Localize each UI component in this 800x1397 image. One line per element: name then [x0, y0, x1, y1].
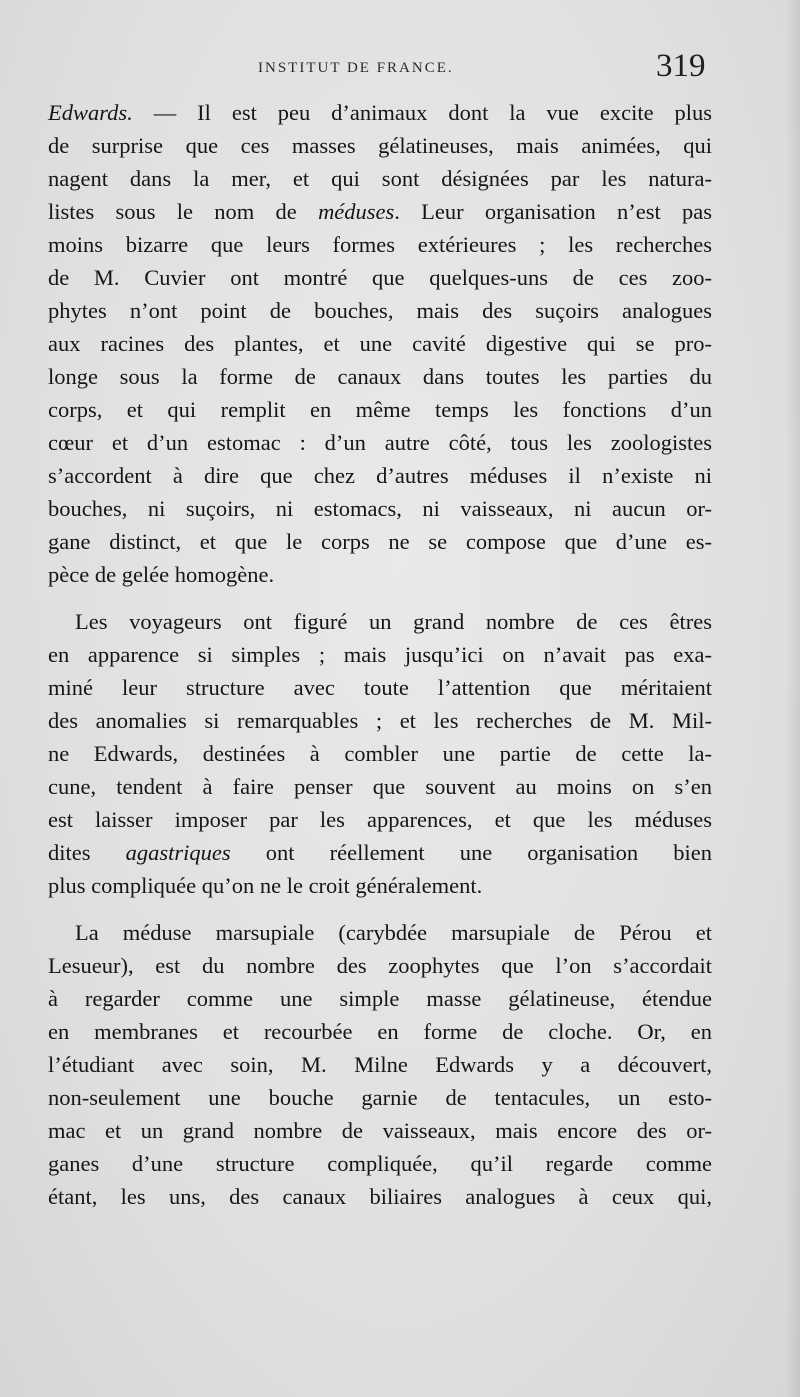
text-line — [48, 949, 712, 982]
text-run: en membranes et recourbée en forme de cloche. Or, en — [48, 1019, 712, 1044]
text-line — [48, 770, 712, 803]
text-line — [48, 393, 712, 426]
text-run: longe sous la forme de canaux dans toutes les parties du — [48, 364, 712, 389]
text-line — [48, 1180, 712, 1213]
paragraph-gap — [48, 591, 712, 605]
text-run: s’accordent à dire que chez d’autres méduses il n’existe ni — [48, 463, 712, 488]
text-run: étant, les uns, des canaux biliaires analogues à ceux qui, — [48, 1184, 712, 1209]
text-line — [48, 261, 712, 294]
text-line — [48, 1015, 712, 1048]
paragraph — [48, 916, 712, 1213]
text-line — [48, 426, 712, 459]
text-run: dites — [48, 840, 126, 865]
text-line — [48, 195, 712, 228]
page-number: 319 — [656, 48, 706, 84]
text-line — [48, 1147, 712, 1180]
text-run: . Leur organisation n’est pas — [394, 199, 712, 224]
text-line — [48, 869, 712, 902]
text-line — [48, 162, 712, 195]
text-run: à regarder comme une simple masse gélatineuse, étendue — [48, 986, 712, 1011]
text-run: Lesueur), est du nombre des zoophytes que l’on s’accordait — [48, 953, 712, 978]
text-line — [48, 294, 712, 327]
text-run: des anomalies si remarquables ; et les recherches de M. Mil- — [48, 708, 712, 733]
text-run: corps, et qui remplit en même temps les fonctions d’un — [48, 397, 712, 422]
text-run: ganes d’une structure compliquée, qu’il regarde comme — [48, 1151, 712, 1176]
text-run: mac et un grand nombre de vaisseaux, mais encore des or- — [48, 1118, 712, 1143]
text-line — [48, 228, 712, 261]
text-line — [48, 916, 712, 949]
text-run: La méduse marsupiale (carybdée marsupiale de Pérou et — [75, 920, 712, 945]
text-line — [48, 360, 712, 393]
text-run: non-seulement une bouche garnie de tentacules, un esto- — [48, 1085, 712, 1110]
text-run: de surprise que ces masses gélatineuses, mais animées, qui — [48, 133, 712, 158]
text-run: de M. Cuvier ont montré que quelques-uns de ces zoo- — [48, 265, 712, 290]
body-text — [48, 96, 712, 1213]
text-run: bouches, ni suçoirs, ni estomacs, ni vaisseaux, ni aucun or- — [48, 496, 712, 521]
text-line — [48, 525, 712, 558]
text-run: plus compliquée qu’on ne le croit généralement. — [48, 873, 483, 898]
paragraph-gap — [48, 902, 712, 916]
text-run: agastriques — [125, 840, 231, 865]
paragraph — [48, 96, 712, 591]
text-line — [48, 737, 712, 770]
text-run: phytes n’ont point de bouches, mais des suçoirs analogues — [48, 298, 712, 323]
text-run: cœur et d’un estomac : d’un autre côté, tous les zoologistes — [48, 430, 712, 455]
text-run: Les voyageurs ont figuré un grand nombre de ces êtres — [75, 609, 712, 634]
text-line — [48, 671, 712, 704]
text-line — [48, 129, 712, 162]
text-line — [48, 836, 712, 869]
text-line — [48, 96, 712, 129]
text-line — [48, 638, 712, 671]
text-line — [48, 704, 712, 737]
text-run: — Il est peu d’animaux dont la vue excite plus — [132, 100, 712, 125]
text-line — [48, 492, 712, 525]
text-line — [48, 558, 712, 591]
text-line — [48, 327, 712, 360]
text-run: gane distinct, et que le corps ne se compose que d’une es- — [48, 529, 712, 554]
text-line — [48, 982, 712, 1015]
text-run: aux racines des plantes, et une cavité digestive qui se pro- — [48, 331, 712, 356]
text-line — [48, 1081, 712, 1114]
text-line — [48, 803, 712, 836]
text-line — [48, 459, 712, 492]
text-line — [48, 605, 712, 638]
running-head: INSTITUT DE FRANCE. — [258, 60, 454, 76]
text-run: ne Edwards, destinées à combler une partie de cette la- — [48, 741, 712, 766]
text-run: miné leur structure avec toute l’attention que méritaient — [48, 675, 712, 700]
text-run: nagent dans la mer, et qui sont désignées par les natura- — [48, 166, 712, 191]
text-line — [48, 1114, 712, 1147]
text-run: méduses — [318, 199, 395, 224]
text-run: en apparence si simples ; mais jusqu’ici on n’avait pas exa- — [48, 642, 712, 667]
text-run: ont réellement une organisation bien — [230, 840, 712, 865]
text-run: moins bizarre que leurs formes extérieures ; les recherches — [48, 232, 712, 257]
page-edge-shadow — [786, 0, 800, 1397]
text-run: listes sous le nom de — [48, 199, 319, 224]
text-run: pèce de gelée homogène. — [48, 562, 275, 587]
paragraph — [48, 605, 712, 902]
text-line — [48, 1048, 712, 1081]
text-run: est laisser imposer par les apparences, et que les méduses — [48, 807, 712, 832]
text-run: l’étudiant avec soin, M. Milne Edwards y a découvert, — [48, 1052, 712, 1077]
text-run: Edwards. — [48, 100, 133, 125]
text-run: cune, tendent à faire penser que souvent au moins on s’en — [48, 774, 712, 799]
